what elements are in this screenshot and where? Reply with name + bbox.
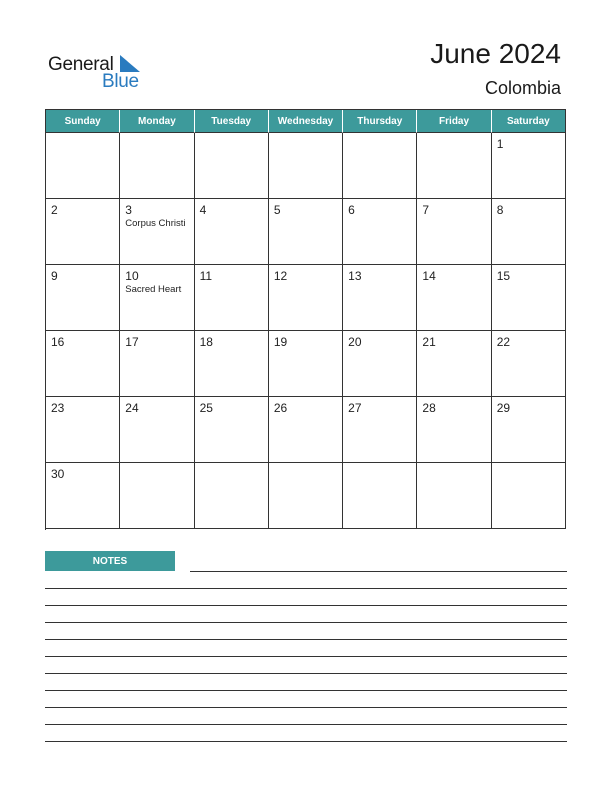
day-cell xyxy=(417,133,491,199)
generalblue-logo xyxy=(48,52,158,92)
note-line xyxy=(45,707,567,708)
day-number: 8 xyxy=(496,203,504,217)
holiday-label: Corpus Christi xyxy=(125,218,186,229)
day-cell xyxy=(343,397,417,463)
weekday-header: Sunday xyxy=(46,110,120,133)
day-cell xyxy=(46,331,120,397)
day-cell xyxy=(269,463,343,529)
country-subtitle: Colombia xyxy=(484,78,561,98)
day-cell xyxy=(120,199,194,265)
day-number: 11 xyxy=(199,269,213,283)
note-line xyxy=(45,622,567,623)
weekday-header: Thursday xyxy=(343,110,417,133)
day-cell xyxy=(46,199,120,265)
day-number: 4 xyxy=(199,203,207,217)
day-number: 18 xyxy=(199,335,213,349)
day-cell xyxy=(269,265,343,331)
day-cell xyxy=(120,331,194,397)
note-line xyxy=(190,571,567,572)
note-line xyxy=(45,588,567,589)
weekday-header: Saturday xyxy=(492,110,566,133)
weekday-header: Tuesday xyxy=(195,110,269,133)
day-number: 16 xyxy=(51,335,65,349)
day-cell xyxy=(195,199,269,265)
day-number: 12 xyxy=(273,269,288,283)
logo-text-blue: Blue xyxy=(102,71,139,92)
day-cell xyxy=(269,199,343,265)
calendar-grid xyxy=(45,109,566,530)
day-number: 9 xyxy=(51,269,58,283)
day-cell xyxy=(195,265,269,331)
day-cell xyxy=(46,265,120,331)
day-cell xyxy=(343,133,417,199)
day-number: 2 xyxy=(51,203,58,217)
day-number: 3 xyxy=(125,203,132,217)
day-number: 29 xyxy=(496,401,511,415)
day-number: 13 xyxy=(348,269,362,283)
day-cell xyxy=(492,397,566,463)
note-line xyxy=(45,741,567,742)
day-cell xyxy=(343,199,417,265)
weekday-header: Monday xyxy=(120,110,194,133)
day-cell xyxy=(120,397,194,463)
day-cell xyxy=(343,463,417,529)
day-cell xyxy=(120,133,194,199)
weekday-header: Friday xyxy=(417,110,491,133)
day-cell xyxy=(492,199,566,265)
day-cell xyxy=(46,397,120,463)
notes-heading: NOTES xyxy=(45,551,175,571)
day-cell xyxy=(46,463,120,529)
day-number: 26 xyxy=(273,401,288,415)
day-cell xyxy=(269,331,343,397)
note-line xyxy=(45,673,567,674)
day-number: 10 xyxy=(125,269,139,283)
day-number: 7 xyxy=(422,203,430,217)
day-cell xyxy=(269,133,343,199)
day-cell xyxy=(195,397,269,463)
holiday-label: Sacred Heart xyxy=(125,284,182,295)
day-cell xyxy=(269,397,343,463)
day-number: 30 xyxy=(51,467,65,481)
day-cell xyxy=(417,331,491,397)
day-cell xyxy=(120,265,194,331)
day-number: 28 xyxy=(422,401,436,415)
day-cell xyxy=(417,199,491,265)
day-cell xyxy=(343,331,417,397)
day-number: 23 xyxy=(51,401,65,415)
day-number: 1 xyxy=(496,137,504,151)
day-number: 20 xyxy=(348,335,362,349)
day-number: 24 xyxy=(125,401,139,415)
day-cell xyxy=(492,265,566,331)
day-cell xyxy=(195,133,269,199)
day-cell xyxy=(492,331,566,397)
day-number: 15 xyxy=(496,269,511,283)
day-number: 22 xyxy=(496,335,511,349)
page-title: June 2024 xyxy=(430,38,561,69)
day-cell xyxy=(417,397,491,463)
day-number: 14 xyxy=(422,269,436,283)
day-number: 27 xyxy=(348,401,362,415)
logo-triangle-icon xyxy=(120,55,140,72)
day-cell xyxy=(195,463,269,529)
note-line xyxy=(45,639,567,640)
day-number: 25 xyxy=(199,401,213,415)
day-cell xyxy=(492,463,566,529)
weekday-header: Wednesday xyxy=(269,110,343,133)
note-line xyxy=(45,605,567,606)
day-cell xyxy=(343,265,417,331)
day-number: 6 xyxy=(348,203,355,217)
day-cell xyxy=(195,331,269,397)
day-number: 21 xyxy=(422,335,436,349)
note-line xyxy=(45,656,567,657)
note-line xyxy=(45,690,567,691)
logo-text-general: General xyxy=(48,54,114,75)
day-number: 19 xyxy=(273,335,288,349)
note-line xyxy=(45,724,567,725)
day-cell xyxy=(417,265,491,331)
day-cell xyxy=(417,463,491,529)
day-cell xyxy=(492,133,566,199)
day-cell xyxy=(120,463,194,529)
day-number: 17 xyxy=(125,335,139,349)
day-cell xyxy=(46,133,120,199)
day-number: 5 xyxy=(273,203,281,217)
